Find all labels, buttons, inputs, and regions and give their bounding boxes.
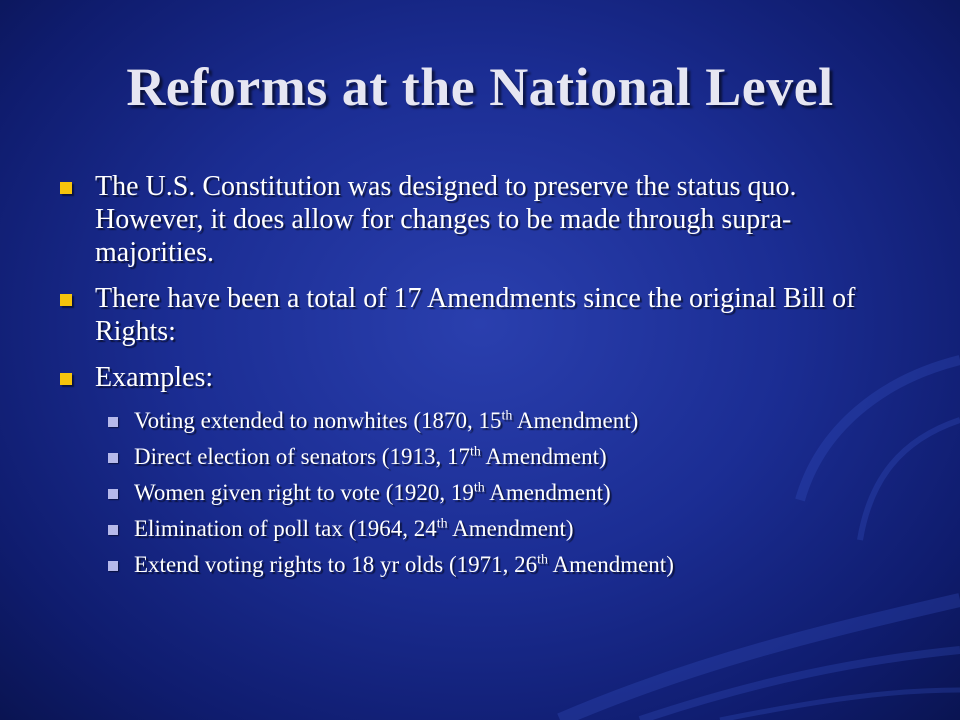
ordinal-suffix: th [473, 480, 485, 496]
example-text-main: Direct election of senators (1913, 17 [134, 444, 470, 469]
square-bullet-icon [60, 373, 72, 385]
square-bullet-icon [60, 294, 72, 306]
example-text [134, 408, 638, 433]
slide-content [58, 170, 908, 587]
example-text-end: Amendment) [512, 408, 639, 433]
example-text-main: Extend voting rights to 18 yr olds (1971, 26 [134, 552, 538, 577]
example-item-15th-amendment [106, 407, 908, 434]
example-item-19th-amendment [106, 479, 908, 506]
bullet-text: Examples: [95, 362, 214, 393]
example-text-main: Voting extended to nonwhites (1870, 15 [134, 408, 502, 433]
square-bullet-icon [108, 489, 118, 499]
ordinal-suffix: th [537, 552, 549, 568]
bullet-constitution [58, 170, 908, 269]
example-text [134, 516, 574, 541]
bullet-amendments-total [58, 282, 908, 348]
bullet-examples [58, 361, 908, 394]
example-text [134, 552, 674, 577]
example-text-end: Amendment) [447, 516, 574, 541]
bullet-text: There have been a total of 17 Amendments since the original Bill of Rights: [95, 283, 856, 347]
example-text-main: Elimination of poll tax (1964, 24 [134, 516, 437, 541]
ordinal-suffix: th [436, 516, 448, 532]
ordinal-suffix: th [469, 444, 481, 460]
square-bullet-icon [108, 453, 118, 463]
example-text-end: Amendment) [484, 480, 611, 505]
example-text-end: Amendment) [480, 444, 607, 469]
example-text [134, 444, 607, 469]
slide-title: Reforms at the National Level [126, 57, 834, 117]
example-item-17th-amendment [106, 443, 908, 470]
bullet-text: The U.S. Constitution was designed to preserve the status quo. However, it does allow for changes to be made through supra-majorities. [95, 171, 797, 268]
example-item-26th-amendment [106, 551, 908, 578]
examples-list [58, 407, 908, 578]
square-bullet-icon [60, 182, 72, 194]
example-item-24th-amendment [106, 515, 908, 542]
example-text [134, 480, 611, 505]
example-text-end: Amendment) [548, 552, 674, 577]
square-bullet-icon [108, 561, 118, 571]
example-text-main: Women given right to vote (1920, 19 [134, 480, 474, 505]
square-bullet-icon [108, 525, 118, 535]
square-bullet-icon [108, 417, 118, 427]
ordinal-suffix: th [501, 408, 513, 424]
